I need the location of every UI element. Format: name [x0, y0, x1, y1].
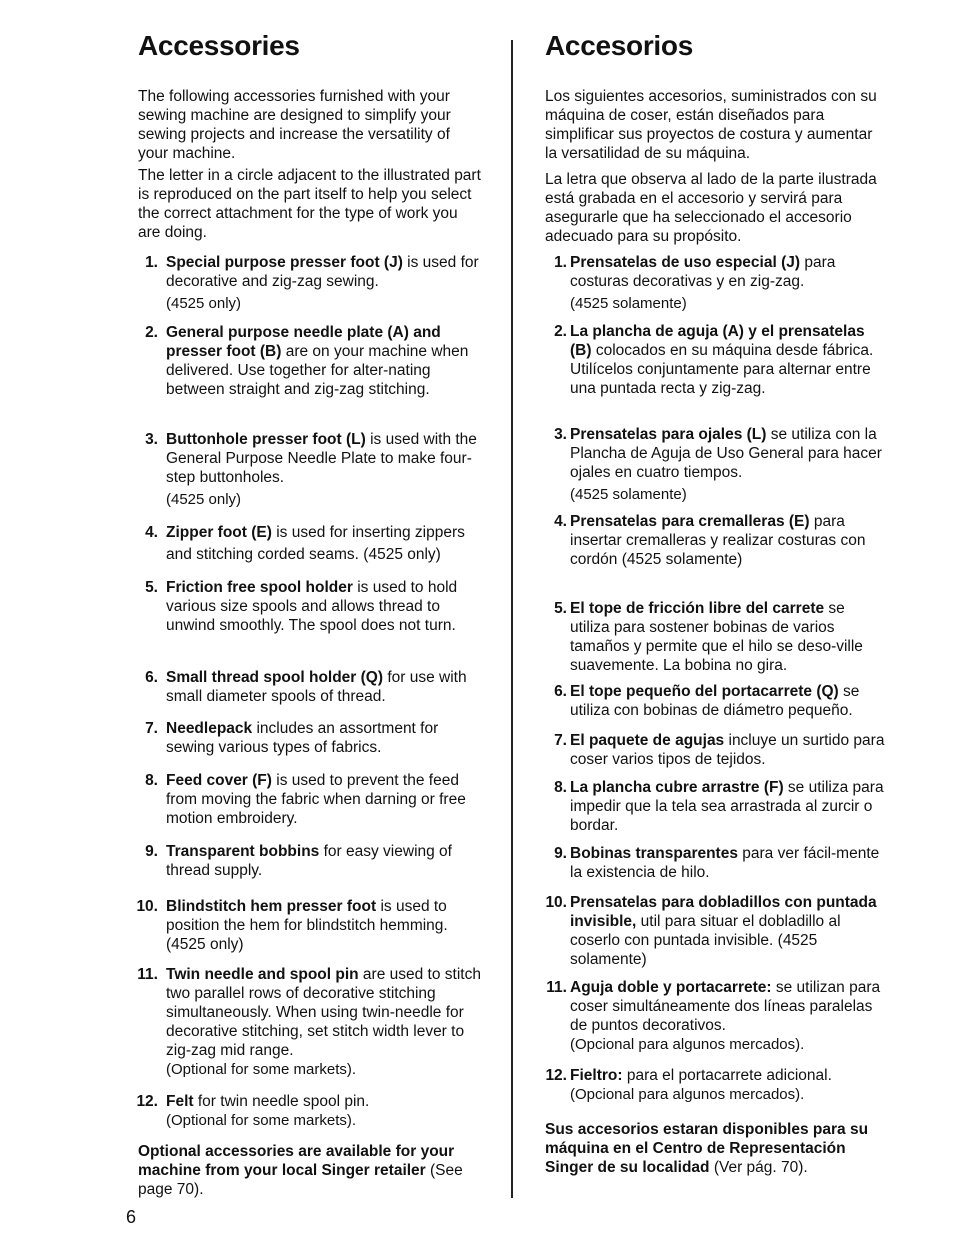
item-name: Transparent bobbins [166, 843, 320, 860]
item-number: 6. [145, 669, 158, 686]
item-description: para el portacarrete adicional. [622, 1067, 832, 1084]
item-description: para insertar cremalleras y realizar costuras con cordón (4525 solamente) [570, 513, 866, 568]
accessory-item [545, 731, 885, 769]
intro-paragraph-2-es: La letra que observa al lado de la parte ilustrada está grabada en el accesorio y servirá para asegurarle que ha seleccionado el accesorio adecuado para su propósito. [545, 171, 877, 245]
accessory-item [545, 844, 885, 882]
item-note: (Opcional para algunos mercados). [570, 1036, 805, 1053]
item-description: are used to stitch two parallel rows of decorative stitching simultaneously. When using twin-needle for decorative stitching, set stitch width lever to zig-zag mid range. [166, 966, 481, 1059]
item-description: para ver fácil-mente la existencia de hilo. [570, 845, 880, 881]
item-description: util para situar el dobladillo al coserlo con puntada invisible. (4525 solamente) [570, 913, 841, 968]
item-description: se utiliza para sostener bobinas de varios tamaños y permite que el hilo se deso-ville suavemente. La bobina no gira. [570, 600, 863, 674]
item-description: is used to position the hem for blindstitch hemming. (4525 only) [166, 898, 448, 953]
accessory-item [545, 1066, 885, 1104]
item-name: Friction free spool holder [166, 579, 353, 596]
item-name: La plancha cubre arrastre (F) [570, 779, 784, 796]
item-name: El tope de fricción libre del carrete [570, 600, 825, 617]
item-description: se utiliza con bobinas de diámetro pequeño. [570, 683, 860, 719]
closing-note-es [545, 1120, 885, 1177]
item-number: 12. [136, 1093, 158, 1110]
accessory-item [545, 322, 885, 398]
item-number: 2. [145, 324, 158, 341]
item-name: El tope pequeño del portacarrete (Q) [570, 683, 839, 700]
item-name: El paquete de agujas [570, 732, 725, 749]
item-description: includes an assortment for sewing various types of fabrics. [166, 720, 439, 756]
item-name: Aguja doble y portacarrete: [570, 979, 772, 996]
page-title-es: Accesorios [545, 30, 693, 61]
accessory-item [138, 430, 483, 509]
accessory-item [545, 978, 885, 1054]
page-title-en: Accessories [138, 30, 300, 61]
accessory-item [138, 522, 483, 566]
accessory-item [138, 965, 483, 1079]
item-description: se utiliza con la Plancha de Aguja de Uso General para hacer ojales en cuatro tiempos. [570, 426, 882, 481]
item-description: se utilizan para coser simultáneamente dos líneas paralelas de puntos decorativos. [570, 979, 881, 1034]
item-note: (4525 only) [166, 295, 242, 312]
item-note: (4525 only) [166, 491, 242, 508]
item-number: 9. [145, 843, 158, 860]
item-note: (Optional for some markets). [166, 1061, 357, 1078]
item-number: 3. [145, 431, 158, 448]
item-name: Small thread spool holder (Q) [166, 669, 384, 686]
item-description: is used to hold various size spools and allows thread to unwind smoothly. The spool does not turn. [166, 579, 458, 634]
item-description: for twin needle spool pin. [193, 1093, 370, 1110]
item-description: incluye un surtido para coser varios tipos de tejidos. [570, 732, 885, 768]
accessory-item [545, 893, 885, 969]
item-number: 10. [136, 898, 158, 915]
closing-text: (Ver pág. 70). [709, 1159, 808, 1176]
item-description: for use with small diameter spools of thread. [166, 669, 467, 705]
item-description: is used to prevent the feed from moving the fabric when darning or free motion embroidery. [166, 772, 466, 827]
accessory-item [545, 599, 885, 675]
intro-paragraph-2-en: The letter in a circle adjacent to the illustrated part is reproduced on the part itself to help you select the correct attachment for the type of work you are doing. [138, 167, 481, 241]
item-number: 5. [554, 600, 567, 617]
accessory-item [138, 897, 483, 954]
item-description: se utiliza para impedir que la tela sea arrastrada al zurcir o bordar. [570, 779, 884, 834]
item-name: Feed cover (F) [166, 772, 272, 789]
item-name: Special purpose presser foot (J) [166, 254, 403, 271]
accessory-item [545, 682, 885, 720]
item-description: is used for inserting zippers and stitching corded seams. (4525 only) [166, 524, 465, 563]
item-name: Twin needle and spool pin [166, 966, 359, 983]
intro-paragraph-1-es: Los siguientes accesorios, suministrados con su máquina de coser, están diseñados para simplificar sus proyectos de costura y aumentar la versatilidad de su máquina. [545, 88, 877, 162]
item-number: 4. [554, 513, 567, 530]
accessory-item [545, 425, 885, 504]
item-number: 8. [145, 772, 158, 789]
item-number: 9. [554, 845, 567, 862]
item-number: 6. [554, 683, 567, 700]
accessory-item [138, 1092, 483, 1130]
accessory-item [138, 842, 483, 880]
accessory-item [138, 668, 483, 706]
closing-bold: Optional accessories are available for your machine from your local Singer retailer [138, 1143, 455, 1179]
item-number: 1. [145, 254, 158, 271]
accessory-item [138, 771, 483, 828]
item-number: 1. [554, 254, 567, 271]
item-note: (4525 solamente) [570, 295, 687, 312]
closing-note-en [138, 1142, 483, 1199]
item-number: 4. [145, 524, 158, 541]
item-name: Fieltro: [570, 1067, 623, 1084]
item-description: are on your machine when delivered. Use together for alter-nating between straight and zig-zag stitching. [166, 343, 469, 398]
item-number: 5. [145, 579, 158, 596]
item-name: Prensatelas para cremalleras (E) [570, 513, 810, 530]
page-number: 6 [126, 1207, 137, 1227]
item-name: Zipper foot (E) [166, 524, 272, 541]
item-number: 10. [545, 894, 567, 911]
item-description: is used for decorative and zig-zag sewing. [166, 254, 479, 290]
item-description: is used with the General Purpose Needle Plate to make four-step buttonholes. [166, 431, 477, 486]
item-number: 11. [546, 979, 567, 996]
item-note: (Optional for some markets). [166, 1112, 357, 1129]
item-name: Needlepack [166, 720, 253, 737]
item-number: 8. [554, 779, 567, 796]
closing-bold: Sus accesorios estaran disponibles para su máquina en el Centro de Representación Singer de su localidad [545, 1121, 869, 1176]
item-number: 3. [554, 426, 567, 443]
item-number: 12. [545, 1067, 567, 1084]
item-name: Prensatelas de uso especial (J) [570, 254, 801, 271]
item-name: Felt [166, 1093, 194, 1110]
item-description: para costuras decorativas y en zig-zag. [570, 254, 836, 290]
intro-paragraph-1-en: The following accessories furnished with your sewing machine are designed to simplify your sewing projects and increase the versatility of your machine. [138, 88, 451, 162]
item-name: La plancha de aguja (A) y el prensatelas (B) [570, 323, 865, 359]
item-name: Buttonhole presser foot (L) [166, 431, 366, 448]
accessory-item [545, 778, 885, 835]
item-name: Blindstitch hem presser foot [166, 898, 377, 915]
item-description: for easy viewing of thread supply. [166, 843, 452, 879]
closing-text: (See page 70). [138, 1162, 463, 1198]
accessory-item [138, 578, 483, 635]
accessory-item [545, 512, 885, 569]
item-number: 7. [554, 732, 567, 749]
accessory-item [138, 253, 483, 313]
item-name: Prensatelas para dobladillos con puntada invisible, [570, 894, 877, 930]
item-name: General purpose needle plate (A) and presser foot (B) [166, 324, 441, 360]
accessory-item [138, 719, 483, 757]
item-number: 7. [145, 720, 158, 737]
column-divider [511, 40, 513, 1198]
item-number: 2. [554, 323, 567, 340]
item-number: 11. [137, 966, 158, 983]
item-name: Bobinas transparentes [570, 845, 738, 862]
item-name: Prensatelas para ojales (L) [570, 426, 767, 443]
item-description: colocados en su máquina desde fábrica. Utilícelos conjuntamente para alternar entre una puntada recta y zig-zag. [570, 342, 874, 397]
accessory-item [138, 323, 483, 399]
item-note: (4525 solamente) [570, 486, 687, 503]
item-note: (Opcional para algunos mercados). [570, 1086, 805, 1103]
accessory-item [545, 253, 885, 313]
